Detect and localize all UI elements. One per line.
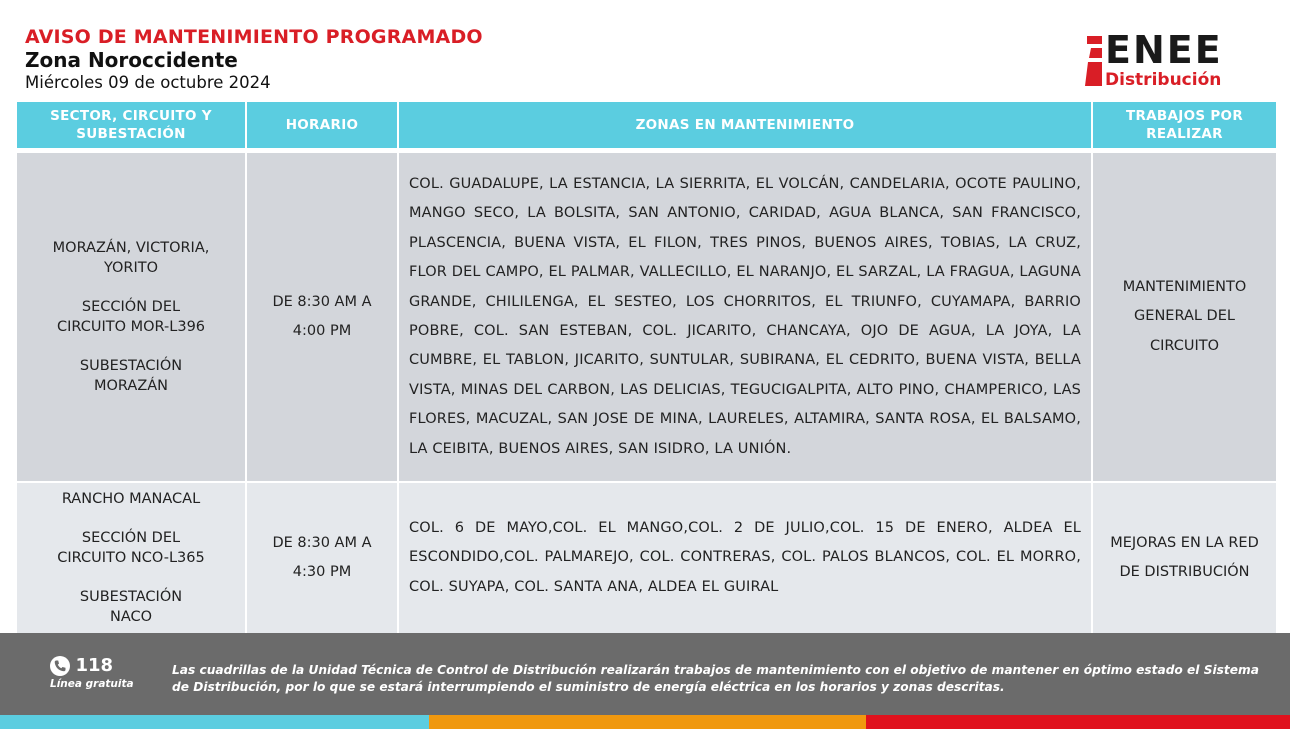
circuit-section: SECCIÓN DEL CIRCUITO NCO-L365 <box>57 530 205 566</box>
schedule-text: DE 8:30 AM A 4:00 PM <box>272 294 372 339</box>
stripe-red <box>866 715 1290 729</box>
notice-header <box>25 26 483 94</box>
header-trabajos: TRABAJOS POR REALIZAR <box>1092 101 1277 149</box>
enee-logo <box>1085 28 1265 92</box>
substation: SUBESTACIÓN MORAZÁN <box>79 358 183 394</box>
zones-cell: COL. 6 DE MAYO,COL. EL MANGO,COL. 2 DE JULIO,COL. 15 DE ENERO, ALDEA EL ESCONDIDO,COL. PALMAREJO, COL. CONTRERAS, COL. PALOS BLANCOS, COL. EL MORRO, COL. SUYAPA, COL. SANTA ANA, ALDEA EL GUIRAL <box>398 482 1092 634</box>
enee-logo-subtitle: Distribución <box>1105 70 1222 90</box>
stripe-orange <box>429 715 866 729</box>
hotline-number: 118 <box>75 655 114 676</box>
header-horario: HORARIO <box>246 101 398 149</box>
header-zonas: ZONAS EN MANTENIMIENTO <box>398 101 1092 149</box>
table-row <box>16 152 1277 482</box>
hotline-label: Línea gratuita <box>50 678 134 690</box>
zones-cell: COL. GUADALUPE, LA ESTANCIA, LA SIERRITA, EL VOLCÁN, CANDELARIA, OCOTE PAULINO, MANGO SECO, LA BOLSITA, SAN ANTONIO, CARIDAD, AGUA BLANCA, SAN FRANCISCO, PLASCENCIA, BUENA VISTA, EL FILON, TRES PINOS, BUENOS AIRES, TOBIAS, LA CRUZ, FLOR DEL CAMPO, EL PALMAR, VALLECILLO, EL NARANJO, EL SARZAL, LA FRAGUA, LAGUNA GRANDE, CHILILENGA, EL SESTEO, LOS CHORRITOS, EL TRIUNFO, CUYAMAPA, BARRIO POBRE, COL. SAN ESTEBAN, COL. JICARITO, CHANCAYA, OJO DE AGUA, LA JOYA, LA CUMBRE, EL TABLON, JICARITO, SUNTULAR, SUBIRANA, EL CEDRITO, BUENA VISTA, BELLA VISTA, MINAS DEL CARBON, LAS DELICIAS, TEGUCIGALPITA, ALTO PINO, CHAMPERICO, LAS FLORES, MACUZAL, SAN JOSE DE MINA, LAURELES, ALTAMIRA, SANTA ROSA, EL BALSAMO, LA CEIBITA, BUENOS AIRES, SAN ISIDRO, LA UNIÓN. <box>398 152 1092 482</box>
footer-bar <box>0 633 1290 715</box>
table-header-row <box>16 101 1277 149</box>
hotline[interactable] <box>50 655 140 690</box>
substation: SUBESTACIÓN NACO <box>79 589 183 625</box>
schedule-cell <box>246 152 398 482</box>
phone-icon <box>50 656 70 676</box>
circuit-section: SECCIÓN DEL CIRCUITO MOR-L396 <box>56 299 206 335</box>
schedule-text: DE 8:30 AM A 4:30 PM <box>272 535 372 580</box>
table-row <box>16 482 1277 634</box>
footer-notice: Las cuadrillas de la Unidad Técnica de Control de Distribución realizarán trabajos de mantenimiento con el objetivo de mantener en óptimo estado el Sistema de Distribución, por lo que se estará interrumpiendo el suministro de energía eléctrica en los horarios y zonas descritas. <box>172 663 1259 694</box>
maintenance-table <box>15 100 1278 635</box>
header-sector: SECTOR, CIRCUITO Y SUBESTACIÓN <box>16 101 246 149</box>
zone-title: Zona Noroccidente <box>25 48 238 72</box>
notice-date: Miércoles 09 de octubre 2024 <box>25 73 271 92</box>
sector-cell <box>16 152 246 482</box>
sector-name: RANCHO MANACAL <box>61 491 201 507</box>
enee-logo-wordmark: ENEE <box>1105 28 1223 72</box>
notice-title: AVISO DE MANTENIMIENTO PROGRAMADO <box>25 26 483 48</box>
sector-name: MORAZÁN, VICTORIA, YORITO <box>52 240 210 276</box>
sector-cell <box>16 482 246 634</box>
stripe-cyan <box>0 715 429 729</box>
enee-logo-mark-icon <box>1085 36 1102 86</box>
work-cell: MEJORAS EN LA RED DE DISTRIBUCIÓN <box>1092 482 1277 634</box>
schedule-cell <box>246 482 398 634</box>
work-cell: MANTENIMIENTO GENERAL DEL CIRCUITO <box>1092 152 1277 482</box>
